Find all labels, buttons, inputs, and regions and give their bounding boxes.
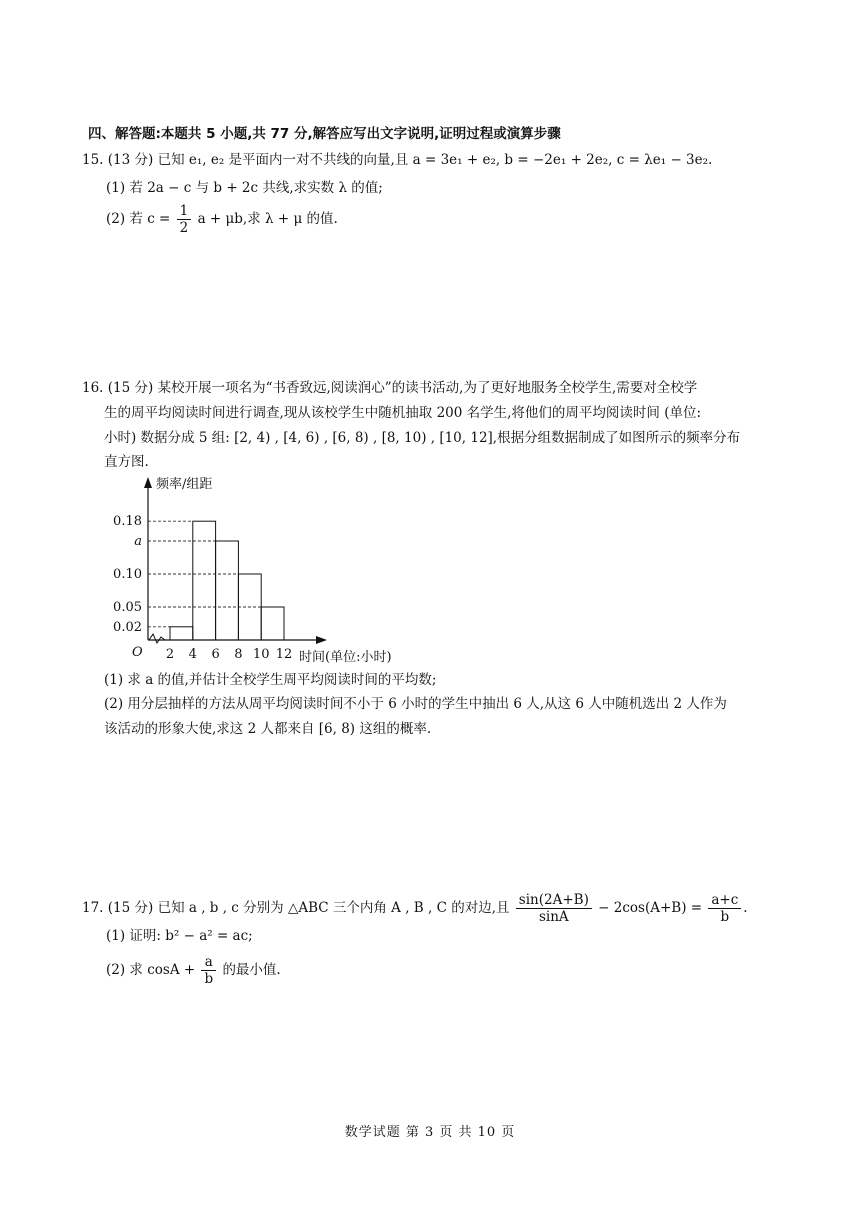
q15-part1: (1) 若 2a − c 与 b + 2c 共线,求实数 λ 的值;	[106, 180, 383, 196]
section-title: 四、解答题:本题共 5 小题,共 77 分,解答应写出文字说明,证明过程或演算步骤	[88, 126, 561, 142]
q17-part2-prefix: (2) 求 cosA +	[106, 962, 196, 978]
y-tick-label: a	[134, 534, 142, 549]
q17-stem	[82, 890, 748, 926]
histogram-bar	[193, 521, 216, 640]
q15-stem-text: (13 分) 已知 e₁, e₂ 是平面内一对不共线的向量,且 a = 3e₁ + e₂, b = −2e₁ + 2e₂, c = λe₁ − 3e₂.	[107, 152, 713, 168]
q15-part2-prefix: (2) 若 c =	[106, 211, 171, 227]
q16-part1: (1) 求 a 的值,并估计全校学生周平均阅读时间的平均数;	[104, 672, 437, 688]
histogram-bar	[170, 627, 193, 640]
q16-line3: 小时) 数据分成 5 组: [2, 4) , [4, 6) , [6, 8) , [8, 10) , [10, 12],根据分组数据制成了如图所示的频率分布	[104, 430, 741, 446]
q17-frac1-num: sin(2A+B)	[516, 892, 592, 909]
q16-line1-text: (15 分) 某校开展一项名为“书香致远,阅读润心”的读书活动,为了更好地服务全校学生,需要对全校学	[107, 380, 698, 396]
x-tick-label: 8	[234, 647, 243, 662]
q17-part2-frac-num: a	[201, 954, 216, 971]
axis-break-mark	[149, 634, 165, 643]
y-axis-arrow	[144, 477, 152, 488]
q17-part1: (1) 证明: b² − a² = ac;	[106, 928, 253, 944]
x-tick-label: 4	[188, 647, 197, 662]
y-tick-label: 0.10	[113, 567, 142, 582]
q17-frac2-num: a+c	[708, 892, 741, 909]
q17-fraction1	[516, 892, 592, 925]
q17-frac2-den: b	[720, 909, 730, 925]
q17-part2-frac-den: b	[204, 971, 214, 987]
y-tick-label: 0.18	[113, 514, 142, 530]
histogram-bar	[216, 541, 239, 640]
y-axis-label: 频率/组距	[156, 477, 213, 492]
q17-frac1-den: sinA	[538, 909, 569, 925]
x-tick-label: 2	[165, 647, 175, 662]
x-tick-label: 10	[252, 647, 270, 662]
q16-part2-line1: (2) 用分层抽样的方法从周平均阅读时间不小于 6 小时的学生中抽出 6 人,从这 6 人中随机选出 2 人作为	[104, 696, 727, 712]
q17-number: 17.	[82, 900, 104, 916]
q16-part2-line2: 该活动的形象大使,求这 2 人都来自 [6, 8) 这组的概率.	[104, 721, 432, 737]
q17-middle: − 2cos(A+B) =	[598, 900, 703, 916]
q17-part2	[106, 952, 281, 988]
q17-part2-suffix: 的最小值.	[222, 962, 281, 978]
histogram-bar	[261, 607, 284, 640]
y-tick-label: 0.05	[113, 600, 142, 615]
q15-frac-num: 1	[177, 203, 192, 220]
q16-line2: 生的周平均阅读时间进行调查,现从该校学生中随机抽取 200 名学生,将他们的周平均阅读时间 (单位:	[104, 405, 702, 421]
q16-line4: 直方图.	[104, 454, 149, 470]
q16-number: 16.	[82, 380, 104, 396]
x-tick-label: 12	[275, 647, 293, 662]
q15-part2-suffix: a + μb,求 λ + μ 的值.	[197, 211, 338, 227]
q17-end: .	[743, 900, 748, 916]
q15-frac-den: 2	[179, 220, 189, 236]
q17-part2-fraction	[201, 954, 216, 987]
x-axis-arrow	[316, 636, 327, 644]
page-footer: 数学试题 第 3 页 共 10 页	[344, 1125, 516, 1140]
x-tick-label: 6	[211, 647, 220, 662]
y-tick-label: 0.02	[113, 619, 142, 635]
x-axis-label: 时间(单位:小时)	[299, 650, 392, 665]
q17-stem-prefix: (15 分) 已知 a , b , c 分别为 △ABC 三个内角 A , B , C 的对边,且	[107, 900, 510, 916]
origin-label: O	[132, 645, 143, 660]
q15-number: 15.	[82, 152, 104, 168]
q17-fraction2	[708, 892, 741, 925]
